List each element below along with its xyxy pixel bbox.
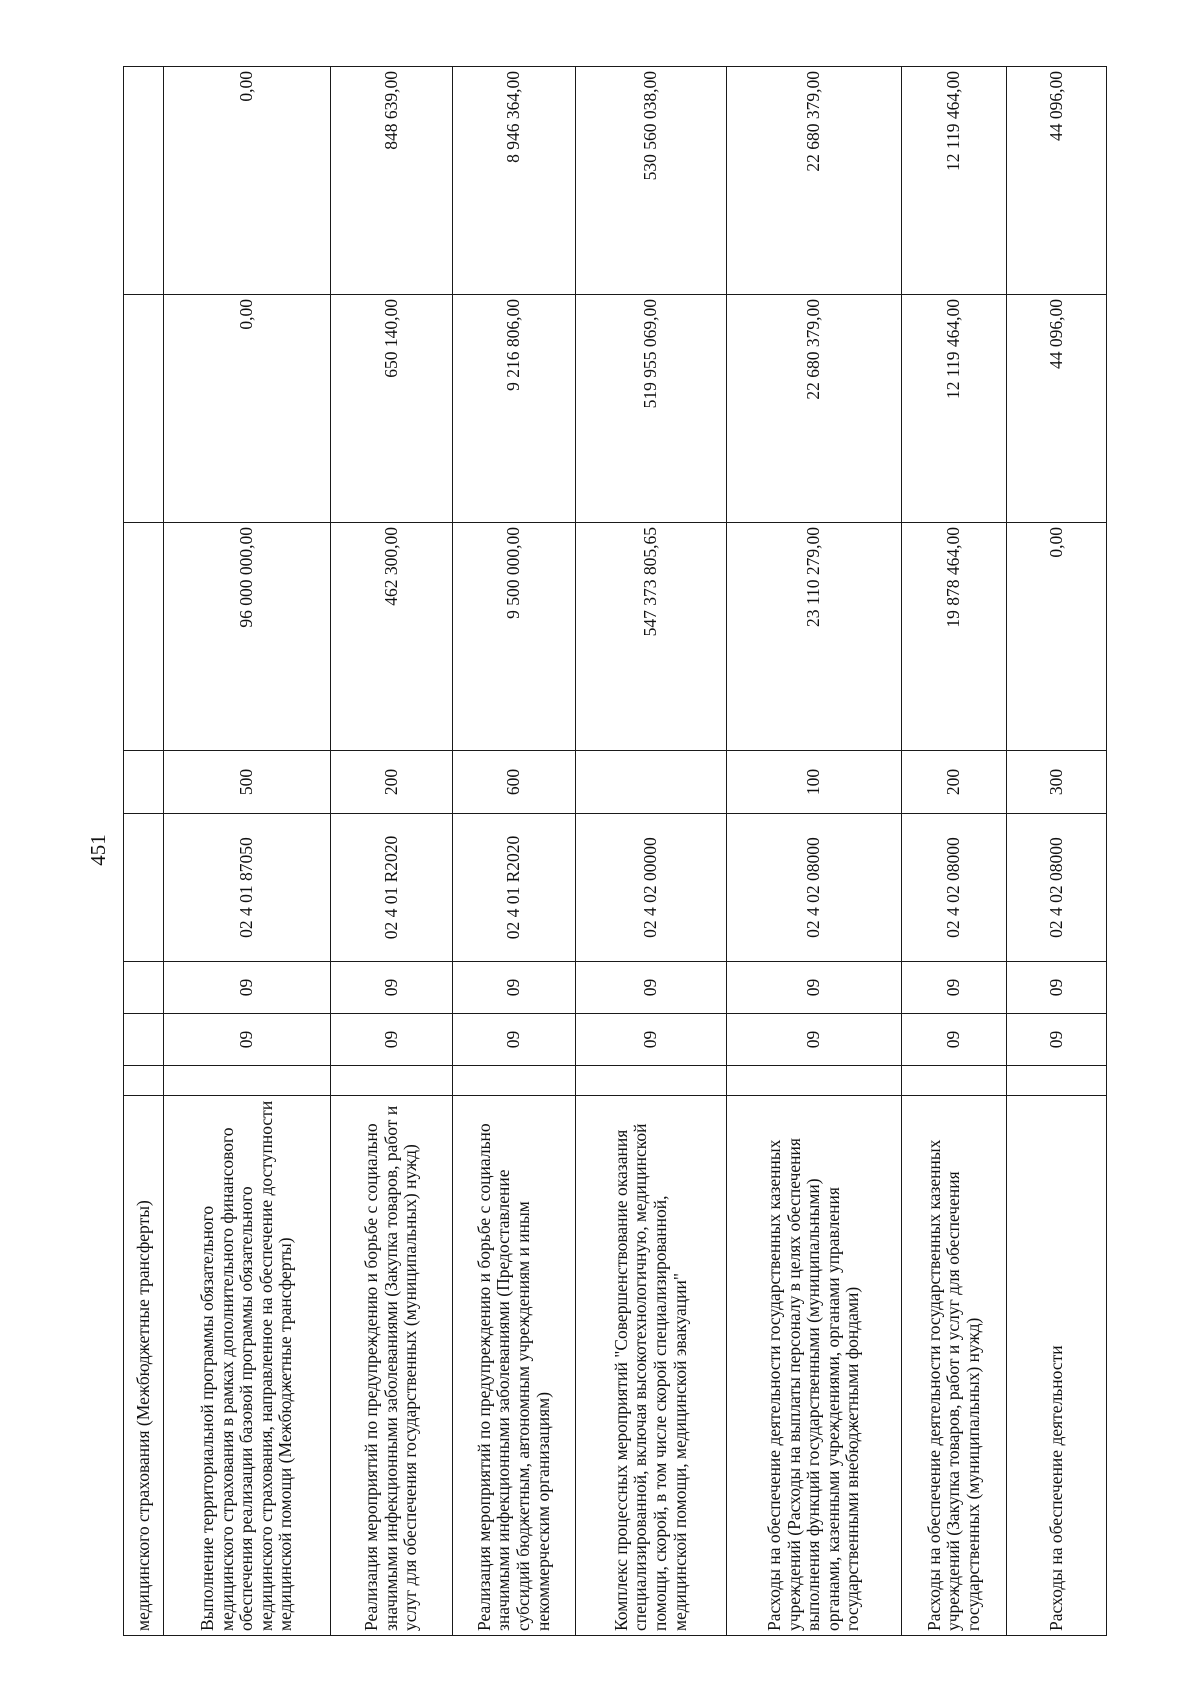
expense-type-code: 100 (727, 751, 902, 814)
subsection-code (124, 962, 164, 1014)
section-code (124, 1014, 164, 1066)
amount-2026: 0,00 (164, 67, 331, 295)
target-article-code: 02 4 02 08000 (902, 814, 1007, 962)
amount-2024: 0,00 (1007, 523, 1107, 751)
subsection-code: 09 (1007, 962, 1107, 1014)
section-code: 09 (164, 1014, 331, 1066)
amount-2025: 9 216 806,00 (453, 295, 576, 523)
amount-2024: 9 500 000,00 (453, 523, 576, 751)
ministry-code (453, 1066, 576, 1096)
subsection-code: 09 (576, 962, 727, 1014)
row-name: Реализация мероприятий по предупреждению и борьбе с социально значимыми инфекционными заболеваниями (Закупка товаров, работ и услуг для обеспечения государственных (муниципальных) нужд) (331, 1096, 453, 1636)
subsection-code: 09 (453, 962, 576, 1014)
amount-2026: 44 096,00 (1007, 67, 1107, 295)
section-code: 09 (902, 1014, 1007, 1066)
section-code: 09 (453, 1014, 576, 1066)
amount-2025: 22 680 379,00 (727, 295, 902, 523)
target-article-code: 02 4 01 R2020 (453, 814, 576, 962)
subsection-code: 09 (331, 962, 453, 1014)
ministry-code (164, 1066, 331, 1096)
section-code: 09 (576, 1014, 727, 1066)
amount-2026: 12 119 464,00 (902, 67, 1007, 295)
amount-2024: 547 373 805,65 (576, 523, 727, 751)
table-row (576, 67, 727, 1636)
ministry-code (902, 1066, 1007, 1096)
target-article-code: 02 4 02 08000 (1007, 814, 1107, 962)
amount-2026 (124, 67, 164, 295)
amount-2025 (124, 295, 164, 523)
row-name: Выполнение территориальной программы обязательного медицинского страхования в рамках дополнительного финансового обеспечения реализации базовой программы обязательного медицинского страхования, направленное на обеспечение доступности медицинской помощи (Межбюджетные трансферты) (164, 1096, 331, 1636)
table-row (1007, 67, 1107, 1636)
expense-type-code: 600 (453, 751, 576, 814)
table-row (453, 67, 576, 1636)
amount-2026: 22 680 379,00 (727, 67, 902, 295)
row-name: Расходы на обеспечение деятельности государственных казенных учреждений (Расходы на выплаты персоналу в целях обеспечения выполнения функций государственными (муниципальными) органами, казенными учреждениями, органами управления государственными внебюджетными фондами) (727, 1096, 902, 1636)
table-row (124, 67, 164, 1636)
expense-type-code (576, 751, 727, 814)
expense-type-code: 300 (1007, 751, 1107, 814)
subsection-code: 09 (727, 962, 902, 1014)
expense-type-code: 200 (902, 751, 1007, 814)
section-code: 09 (1007, 1014, 1107, 1066)
subsection-code: 09 (164, 962, 331, 1014)
table-row (164, 67, 331, 1636)
budget-table (123, 66, 1107, 1636)
row-name: Комплекс процессных мероприятий "Совершенствование оказания специализированной, включая высокотехнологичную, медицинской помощи, скорой, в том числе скорой специализированной, медицинской помощи, медицинской эвакуации" (576, 1096, 727, 1636)
ministry-code (124, 1066, 164, 1096)
expense-type-code: 500 (164, 751, 331, 814)
rotated-table-container (123, 67, 1106, 1636)
amount-2026: 848 639,00 (331, 67, 453, 295)
page-number: 451 (86, 834, 110, 866)
amount-2026: 8 946 364,00 (453, 67, 576, 295)
target-article-code: 02 4 01 R2020 (331, 814, 453, 962)
expense-type-code (124, 751, 164, 814)
amount-2024: 23 110 279,00 (727, 523, 902, 751)
subsection-code: 09 (902, 962, 1007, 1014)
amount-2024: 96 000 000,00 (164, 523, 331, 751)
amount-2025: 650 140,00 (331, 295, 453, 523)
table-row (331, 67, 453, 1636)
amount-2024: 19 878 464,00 (902, 523, 1007, 751)
row-name: медицинского страхования (Межбюджетные трансферты) (124, 1096, 164, 1636)
ministry-code (1007, 1066, 1107, 1096)
ministry-code (331, 1066, 453, 1096)
expense-type-code: 200 (331, 751, 453, 814)
target-article-code: 02 4 02 00000 (576, 814, 727, 962)
table-row (902, 67, 1007, 1636)
row-name: Реализация мероприятий по предупреждению и борьбе с социально значимыми инфекционными заболеваниями (Предоставление субсидий бюджетным, автономным учреждениям и иным некоммерческим организациям) (453, 1096, 576, 1636)
row-name: Расходы на обеспечение деятельности (1007, 1096, 1107, 1636)
section-code: 09 (331, 1014, 453, 1066)
amount-2026: 530 560 038,00 (576, 67, 727, 295)
amount-2025: 519 955 069,00 (576, 295, 727, 523)
amount-2025: 12 119 464,00 (902, 295, 1007, 523)
row-name: Расходы на обеспечение деятельности государственных казенных учреждений (Закупка товаров, работ и услуг для обеспечения государственных (муниципальных) нужд) (902, 1096, 1007, 1636)
target-article-code: 02 4 02 08000 (727, 814, 902, 962)
amount-2024: 462 300,00 (331, 523, 453, 751)
table-row (727, 67, 902, 1636)
amount-2024 (124, 523, 164, 751)
target-article-code: 02 4 01 87050 (164, 814, 331, 962)
section-code: 09 (727, 1014, 902, 1066)
amount-2025: 0,00 (164, 295, 331, 523)
ministry-code (576, 1066, 727, 1096)
ministry-code (727, 1066, 902, 1096)
amount-2025: 44 096,00 (1007, 295, 1107, 523)
target-article-code (124, 814, 164, 962)
